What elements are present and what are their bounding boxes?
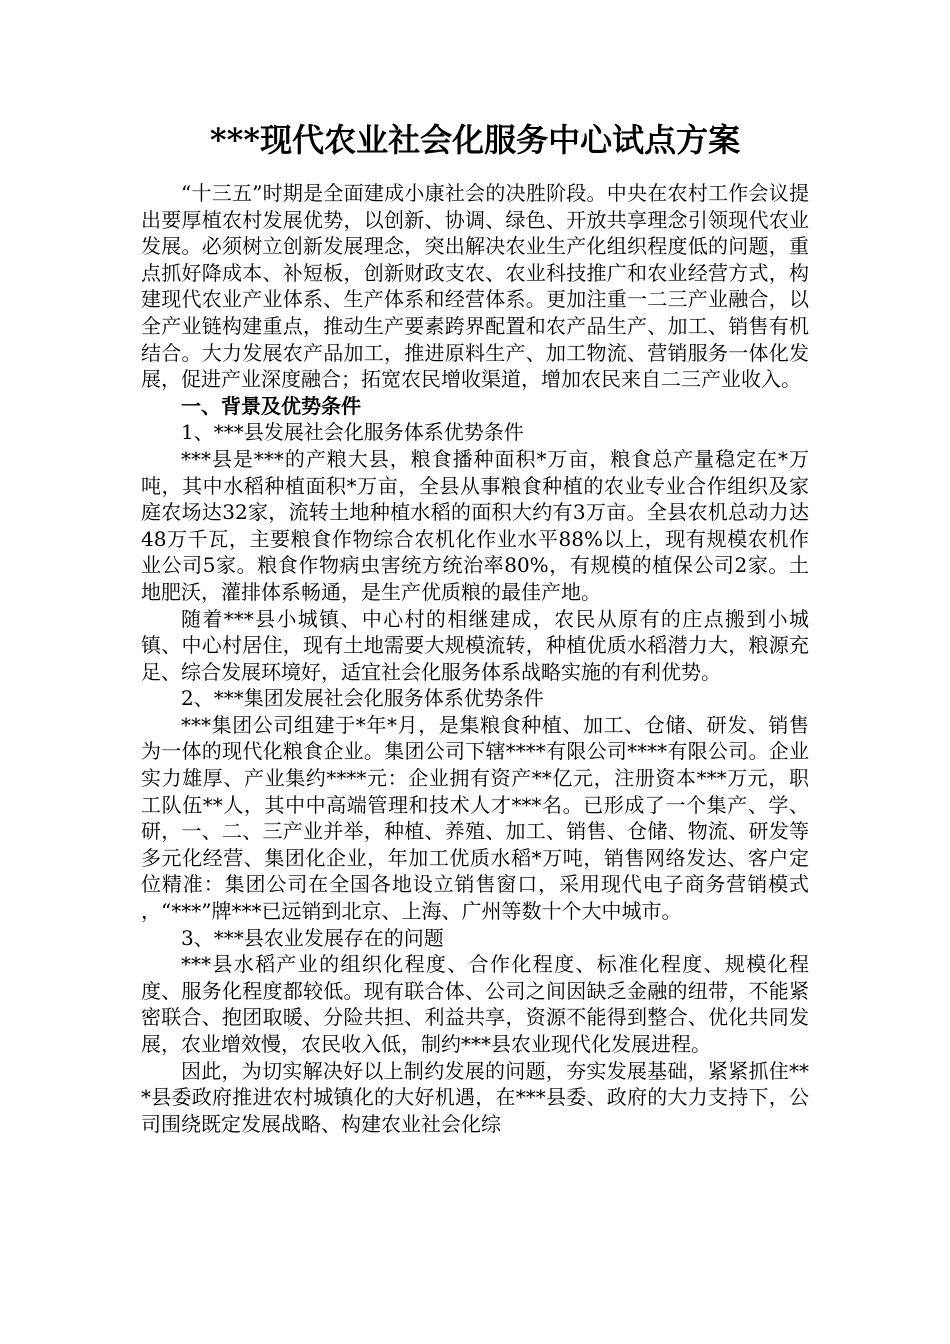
paragraph-county-grain: ***县是***的产粮大县，粮食播种面积*万亩，粮食总产量稳定在*万吨，其中水稻种植面积*万亩，全县从事粮食种植的农业专业合作组织及家庭农场达32家，流转土地种植水稻的面积大约有3万亩。全县农机总动力达48万千瓦，主要粮食作物综合农机化作业水平88%以上，现有规模农机作业公司5家。粮食作物病虫害统方统治率80%，有规模的植保公司2家。土地肥沃，灌排体系畅通，是生产优质粮的最佳产地。 (141, 446, 809, 604)
paragraph-urbanization: 随着***县小城镇、中心村的相继建成，农民从原有的庄点搬到小城镇、中心村居住，现有土地需要大规模流转，种植优质水稻潜力大，粮源充足、综合发展环境好，适宜社会化服务体系战略实施的有利优势。 (141, 606, 809, 684)
subheading-county-advantages: 1、***县发展社会化服务体系优势条件 (181, 420, 524, 445)
subheading-group-advantages: 2、***集团发展社会化服务体系优势条件 (181, 686, 544, 711)
document-body (141, 180, 809, 1137)
paragraph-conclusion: 因此，为切实解决好以上制约发展的问题，夯实发展基础，紧紧抓住***县委政府推进农村城镇化的大好机遇，在***县委、政府的大力支持下，公司围绕既定发展战略、构建农业社会化综 (141, 1058, 809, 1136)
section-heading-background: 一、背景及优势条件 (181, 393, 361, 418)
subheading-problems: 3、***县农业发展存在的问题 (181, 925, 444, 950)
document-title: ***现代农业社会化服务中心试点方案 (209, 121, 741, 159)
paragraph-intro: “十三五”时期是全面建成小康社会的决胜阶段。中央在农村工作会议提出要厚植农村发展优势，以创新、协调、绿色、开放共享理念引领现代农业发展。必须树立创新发展理念，突出解决农业生产化组织程度低的问题，重点抓好降成本、补短板，创新财政支农、农业科技推广和农业经营方式，构建现代农业产业体系、生产体系和经营体系。更加注重一二三产业融合，以全产业链构建重点，推动生产要素跨界配置和农产品生产、加工、销售有机结合。大力发展农产品加工，推进原料生产、加工物流、营销服务一体化发展，促进产业深度融合；拓宽农民增收渠道，增加农民来自二三产业收入。 (141, 181, 809, 392)
paragraph-problems: ***县水稻产业的组织化程度、合作化程度、标准化程度、规模化程度、服务化程度都较低。现有联合体、公司之间因缺乏金融的纽带，不能紧密联合、抱团取暖、分险共担、利益共享，资源不能得到整合、优化共同发展，农业增效慢，农民收入低，制约***县农业现代化发展进程。 (141, 952, 809, 1056)
paragraph-group-profile: ***集团公司组建于*年*月，是集粮食种植、加工、仓储、研发、销售为一体的现代化粮食企业。集团公司下辖****有限公司****有限公司。企业实力雄厚、产业集约****元：企业拥有资产**亿元，注册资本***万元，职工队伍**人，其中中高端管理和技术人才***名。已形成了一个集产、学、研，一、二、三产业并举，种植、养殖、加工、销售、仓储、物流、研发等多元化经营、集团化企业，年加工优质水稻*万吨，销售网络发达、客户定位精准：集团公司在全国各地设立销售窗口，采用现代电子商务营销模式 ，“***”牌***已远销到北京、上海、广州等数十个大中城市。 (141, 712, 809, 924)
